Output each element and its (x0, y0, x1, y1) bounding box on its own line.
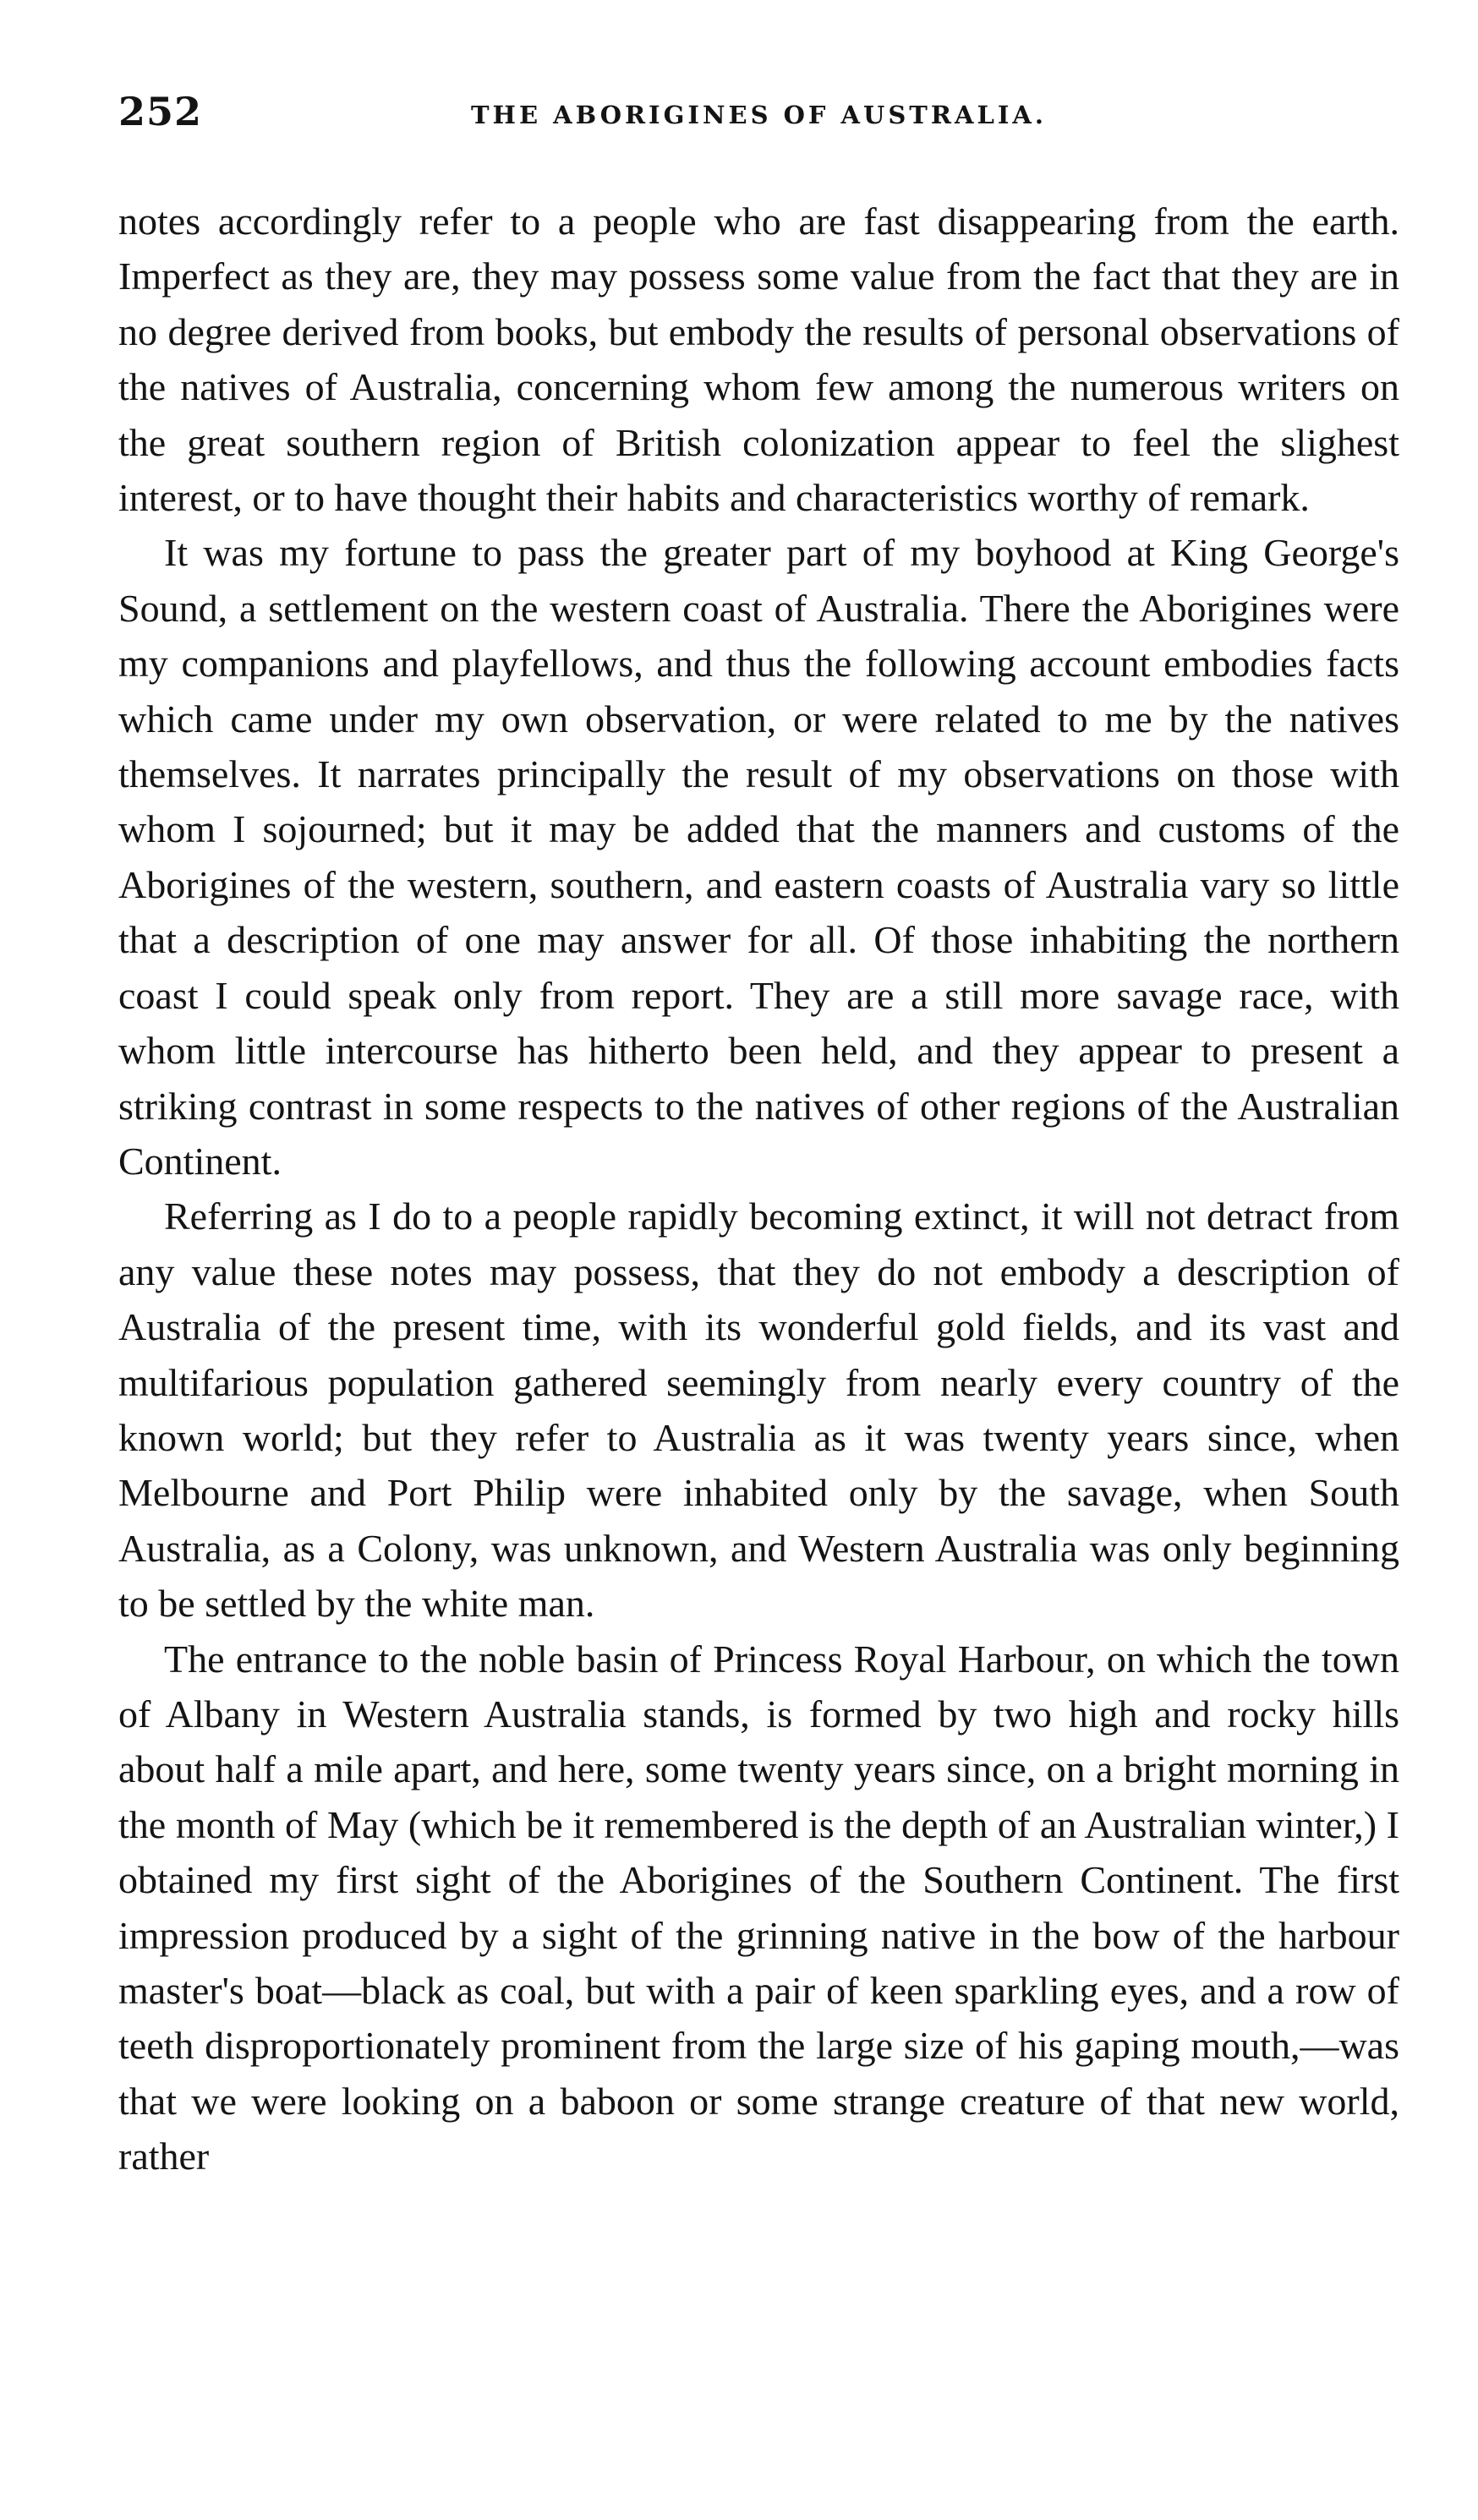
paragraph: Referring as I do to a people rapidly becoming extinct, it will not detract from any value these notes may possess, that they do not embody a description of Australia of the present time, with its wonderful gold fields, and its vast and multifarious population gathered seemingly from nearly every country of the known world; but they refer to Australia as it was twenty years since, when Melbourne and Port Philip were inhabited only by the savage, when South Australia, as a Colony, was unknown, and Western Australia was only beginning to be settled by the white man. (118, 1194, 1399, 1626)
page-header (118, 89, 1399, 156)
paragraph: It was my fortune to pass the greater part of my boyhood at King George's Sound, a settlement on the western coast of Australia. There the Aborigines were my companions and playfellows, and thus the following account embodies facts which came under my own observation, or were related to me by the natives themselves. It narrates principally the result of my observations on those with whom I sojourned; but it may be added that the manners and customs of the Aborigines of the western, southern, and eastern coasts of Australia vary so little that a description of one may answer for all. Of those inhabiting the northern coast I could speak only from report. They are a still more savage race, with whom little intercourse has hitherto been held, and they appear to present a striking contrast in some respects to the natives of other regions of the Australian Continent. (118, 531, 1399, 1183)
body-text (118, 194, 1399, 2184)
running-title: THE ABORIGINES OF AUSTRALIA. (470, 101, 1048, 129)
paragraph: The entrance to the noble basin of Princess Royal Harbour, on which the town of Albany in Western Australia stands, is formed by two high and rocky hills about half a mile apart, and here, some twenty years since, on a bright morning in the month of May (which be it remembered is the depth of an Australian winter,) I obtained my first sight of the Aborigines of the Southern Continent. The first impression produced by a sight of the grinning native in the bow of the harbour master's boat—black as coal, but with a pair of keen sparkling eyes, and a row of teeth disproportionately prominent from the large size of his gaping mouth,—was that we were looking on a baboon or some strange creature of that new world, rather (118, 1637, 1399, 2178)
paragraph-continued: notes accordingly refer to a people who are fast disappearing from the earth. Imperfect as they are, they may possess some value from the fact that they are in no degree derived from books, but embody the results of personal observations of the natives of Australia, concerning whom few among the numerous writers on the great southern region of British colonization appear to feel the slighest interest, or to have thought their habits and characteristics worthy of remark. (118, 200, 1399, 520)
page-number: 252 (118, 89, 203, 134)
book-page (118, 89, 1399, 2184)
